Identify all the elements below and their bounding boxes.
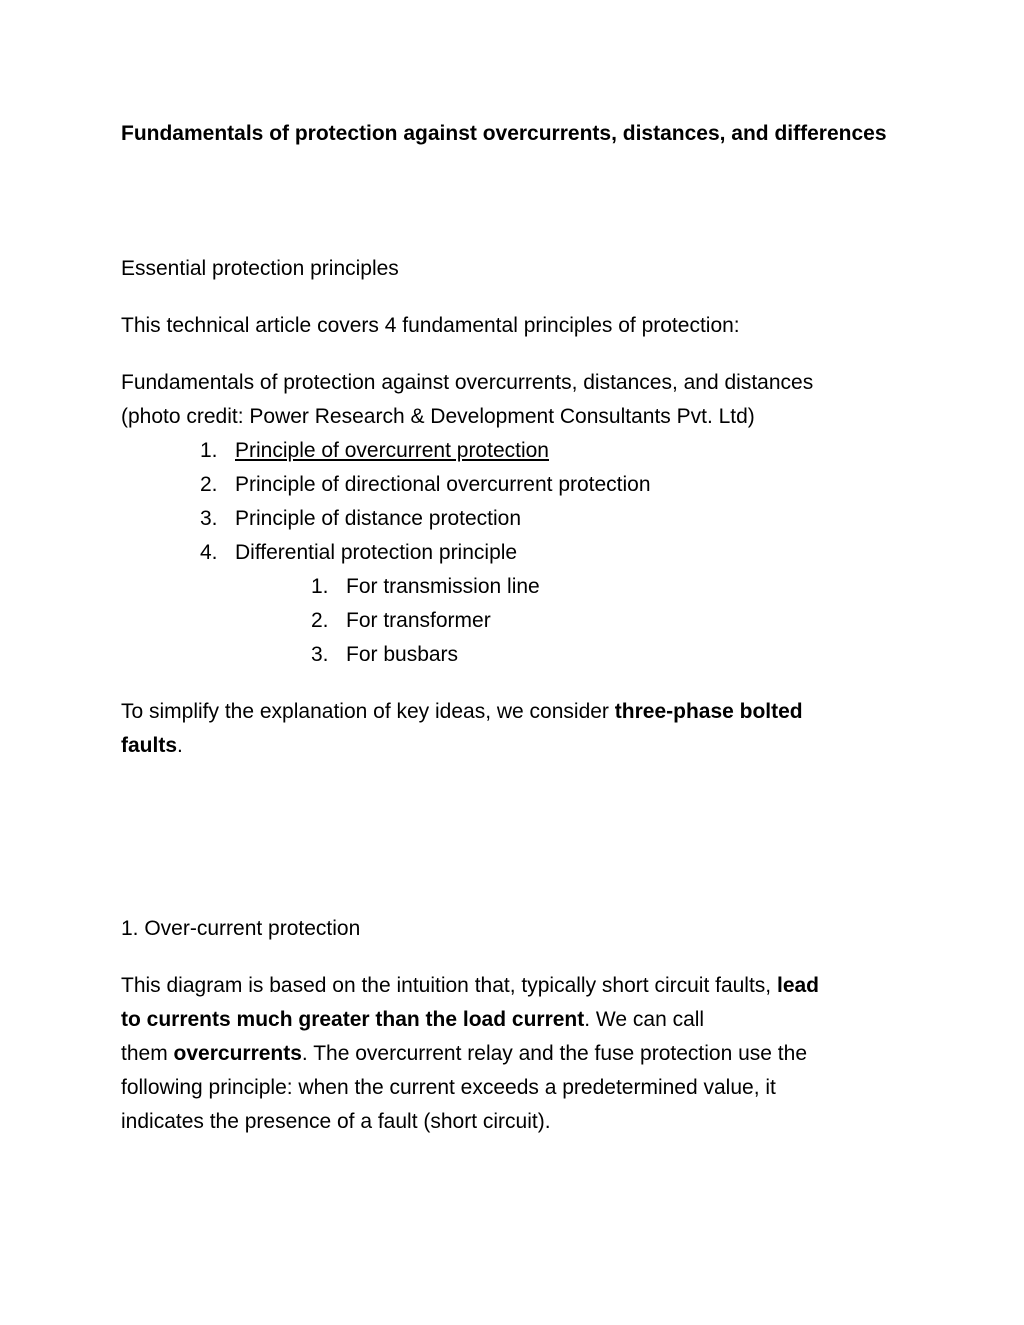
principles-list <box>200 434 900 570</box>
list-item <box>311 570 811 604</box>
overcurrent-bold-2: to currents much greater than the load current <box>121 1008 585 1031</box>
list-item-label: Principle of distance protection <box>235 507 521 530</box>
list-number: 4. <box>200 541 218 564</box>
overcurrent-paragraph <box>121 969 911 1139</box>
simplify-paragraph <box>121 695 911 763</box>
list-item <box>200 536 900 570</box>
overcurrent-text-3a: them <box>121 1042 174 1065</box>
list-item <box>200 468 900 502</box>
overcurrent-text-1: This diagram is based on the intuition that, typically short circuit faults, <box>121 974 777 997</box>
list-number: 1. <box>311 575 329 598</box>
list-item-label: For busbars <box>346 643 459 666</box>
differential-subitems-list <box>311 570 811 672</box>
photo-caption-line-1: Fundamentals of protection against overcurrents, distances, and distances <box>121 371 814 394</box>
list-item <box>200 502 900 536</box>
overcurrent-text-4: following principle: when the current exceeds a predetermined value, it <box>121 1076 776 1099</box>
overcurrent-bold-3: overcurrents <box>173 1042 302 1065</box>
intro-paragraph: This technical article covers 4 fundamental principles of protection: <box>121 314 740 337</box>
list-item <box>311 638 811 672</box>
overcurrent-text-3b: . The overcurrent relay and the fuse protection use the <box>301 1042 807 1065</box>
principle-overcurrent-link[interactable]: Principle of overcurrent protection <box>235 439 549 462</box>
list-item[interactable] <box>200 434 900 468</box>
list-number: 3. <box>200 507 218 530</box>
simplify-text: To simplify the explanation of key ideas, we consider <box>121 700 615 723</box>
simplify-bold-text: three-phase bolted <box>614 700 803 723</box>
list-number: 1. <box>200 439 218 462</box>
list-item-label: For transformer <box>346 609 491 632</box>
list-number: 2. <box>311 609 329 632</box>
list-number: 2. <box>200 473 218 496</box>
overcurrent-text-5: indicates the presence of a fault (short circuit). <box>121 1110 551 1133</box>
overcurrent-section-heading: 1. Over-current protection <box>121 917 361 940</box>
list-number: 3. <box>311 643 329 666</box>
simplify-bold-text-2: faults <box>121 734 178 757</box>
overcurrent-text-2: . We can call <box>584 1008 705 1031</box>
photo-caption <box>121 366 911 434</box>
section-heading: Essential protection principles <box>121 257 399 280</box>
simplify-period: . <box>177 734 183 757</box>
document-title: Fundamentals of protection against overcurrents, distances, and differences <box>121 122 887 145</box>
list-item-label: Principle of directional overcurrent protection <box>235 473 651 496</box>
list-item <box>311 604 811 638</box>
overcurrent-bold-1: lead <box>776 974 820 997</box>
list-item-label: For transmission line <box>346 575 540 598</box>
list-item-label: Differential protection principle <box>235 541 518 564</box>
photo-caption-line-2: (photo credit: Power Research & Development Consultants Pvt. Ltd) <box>121 405 755 428</box>
